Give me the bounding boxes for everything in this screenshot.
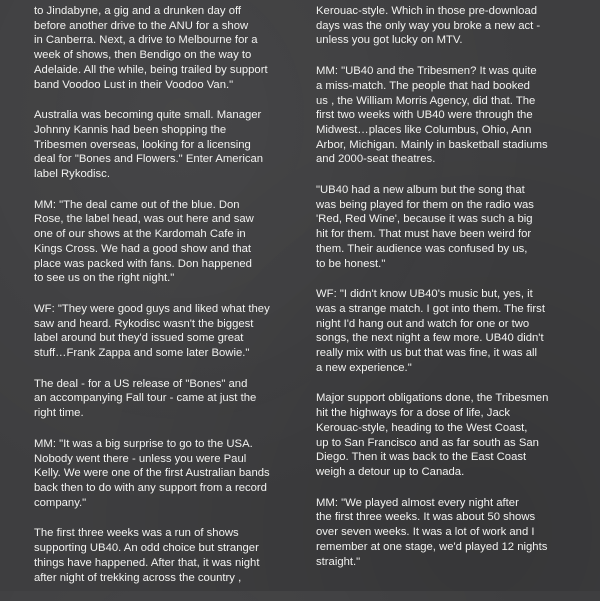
paragraph: The first three weeks was a run of shows supporting UB40. An odd choice but stranger things have happened. After that, it was night after night of trekking across the country , bbox=[34, 527, 260, 584]
paragraph: MM: "UB40 and the Tribesmen? It was quite a miss-match. The people that had booked us , the William Morris Agency, did that. The first two weeks with UB40 were through the Midwest…places like Columbus, Ohio, Ann Arbor, Michigan. Mainly in basketball stadiums and 2000-seat theatres. bbox=[316, 65, 548, 166]
paragraph: MM: "It was a big surprise to go to the USA. Nobody went there - unless you were Paul Kelly. We were one of the first Australian bands back then to do with any support from a record company." bbox=[34, 437, 270, 509]
paragraph: The deal - for a US release of "Bones" and an accompanying Fall tour - came at just the right time. bbox=[34, 377, 257, 420]
left-text-column bbox=[34, 4, 306, 601]
paragraph: MM: "The deal came out of the blue. Don Rose, the label head, was out here and saw one of our shows at the Kardomah Cafe in Kings Cross. We had a good show and that place was packed with fans. Don happened to see us on the right night." bbox=[34, 198, 254, 285]
paragraph: to Jindabyne, a gig and a drunken day off before another drive to the ANU for a show in Canberra. Next, a drive to Melbourne for a week of shows, then Bendigo on the way to Adelaide. All the while, being trailed by support band Voodoo Lust in their Voodoo Van." bbox=[34, 5, 268, 91]
paragraph: "UB40 had a new album but the song that was being played for them on the radio was 'Red, Red Wine', because it was such a big hit for them. That must have been weird for them. Their audience was confused by us, to be honest." bbox=[316, 184, 534, 270]
paragraph: WF: "They were good guys and liked what they saw and heard. Rykodisc wasn't the biggest label around but they'd issued some great stuff…Frank Zappa and some later Bowie." bbox=[34, 302, 270, 360]
right-text-column bbox=[316, 4, 588, 585]
paragraph: Australia was becoming quite small. Manager Johnny Kannis had been shopping the Tribesmen overseas, looking for a licensing deal for "Bones and Flowers." Enter American label Rykodisc. bbox=[34, 109, 264, 181]
paragraph: Major support obligations done, the Tribesmen hit the highways for a dose of life, Jack Kerouac-style, heading to the West Coast, up to San Francisco and as far south as San Diego. Then it was back to the East Coast weigh a detour up to Canada. bbox=[316, 392, 549, 478]
paragraph: MM: "We played almost every night after the first three weeks. It was about 50 shows over seven weeks. It was a lot of work and I remember at one stage, we'd played 12 nights straight." bbox=[316, 496, 548, 568]
paragraph: WF: "I didn't know UB40's music but, yes, it was a strange match. I got into them. The first night I'd hang out and watch for one or two songs, the next night a few more. UB40 didn't really mix with us but that was fine, it was all a new experience." bbox=[316, 288, 545, 374]
paragraph: Kerouac-style. Which in those pre-download days was the only way you broke a new act - unless you got lucky on MTV. bbox=[316, 5, 541, 47]
